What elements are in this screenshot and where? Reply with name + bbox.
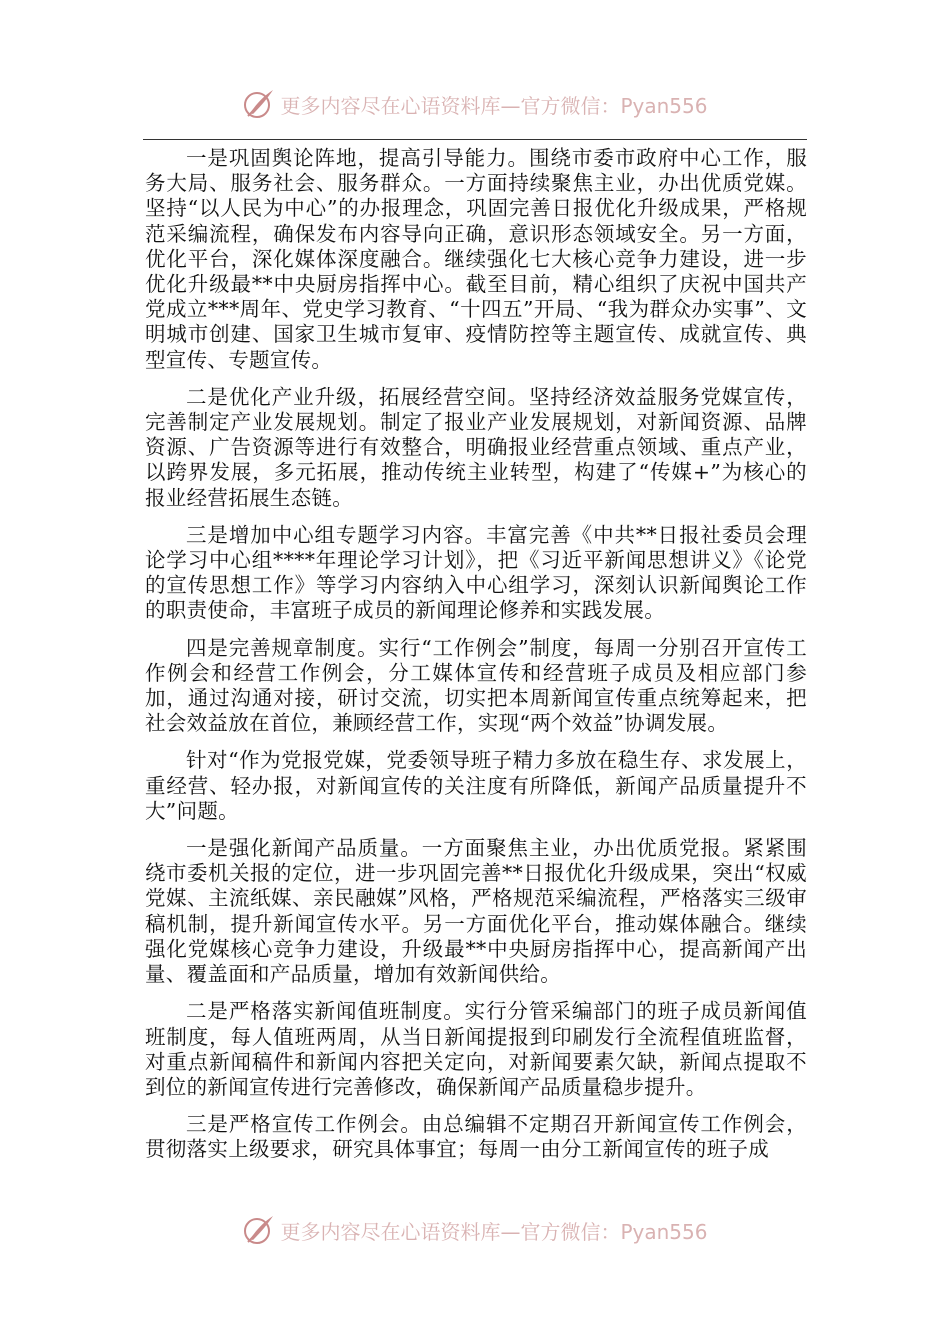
quill-logo-icon — [242, 1213, 276, 1247]
header-watermark — [0, 84, 950, 124]
paragraph: 一是巩固舆论阵地，提高引导能力。围绕市委市政府中心工作，服务大局、服务社会、服务群众。一方面持续聚焦主业，办出优质党媒。坚持“以人民为中心”的办报理念，巩固完善日报优化升级成果，严格规范采编流程，确保发布内容导向正确，意识形态领域安全。另一方面，优化平台，深化媒体深度融合。继续强化七大核心竞争力建设，进一步优化升级最**中央厨房指挥中心。截至目前，精心组织了庆祝中国共产党成立***周年、党史学习教育、“十四五”开局、“我为群众办实事”、文明城市创建、国家卫生城市复审、疫情防控等主题宣传、成就宣传、典型宣传、专题宣传。 — [145, 146, 807, 372]
paragraph: 四是完善规章制度。实行“工作例会”制度，每周一分别召开宣传工作例会和经营工作例会，分工媒体宣传和经营班子成员及相应部门参加，通过沟通对接，研讨交流，切实把本周新闻宣传重点统筹起来，把社会效益放在首位，兼顾经营工作，实现“两个效益”协调发展。 — [145, 635, 807, 736]
document-body — [145, 146, 807, 1175]
paragraph: 三是增加中心组专题学习内容。丰富完善《中共**日报社委员会理论学习中心组****年理论学习计划》，把《习近平新闻思想讲义》《论党的宣传思想工作》等学习内容纳入中心组学习，深刻认识新闻舆论工作的职责使命，丰富班子成员的新闻理论修养和实践发展。 — [145, 522, 807, 623]
quill-logo-icon — [242, 87, 276, 121]
paragraph: 一是强化新闻产品质量。一方面聚焦主业，办出优质党报。紧紧围绕市委机关报的定位，进一步巩固完善**日报优化升级成果，突出“权威党媒、主流纸媒、亲民融媒”风格，严格规范采编流程，严格落实三级审稿机制，提升新闻宣传水平。另一方面优化平台，推动媒体融合。继续强化党媒核心竞争力建设，升级最**中央厨房指挥中心，提高新闻产出量、覆盖面和产品质量，增加有效新闻供给。 — [145, 836, 807, 987]
paragraph: 三是严格宣传工作例会。由总编辑不定期召开新闻宣传工作例会，贯彻落实上级要求，研究具体事宜；每周一由分工新闻宣传的班子成 — [145, 1112, 807, 1162]
footer-watermark — [0, 1210, 950, 1250]
watermark-text: 更多内容尽在心语资料库—官方微信：Pyan556 — [280, 93, 708, 118]
paragraph: 针对“作为党报党媒，党委领导班子精力多放在稳生存、求发展上，重经营、轻办报，对新闻宣传的关注度有所降低，新闻产品质量提升不大”问题。 — [145, 748, 807, 823]
watermark-text: 更多内容尽在心语资料库—官方微信：Pyan556 — [280, 1219, 708, 1244]
paragraph: 二是严格落实新闻值班制度。实行分管采编部门的班子成员新闻值班制度，每人值班两周，从当日新闻提报到印刷发行全流程值班监督，对重点新闻稿件和新闻内容把关定向，对新闻要素欠缺，新闻点提取不到位的新闻宣传进行完善修改，确保新闻产品质量稳步提升。 — [145, 999, 807, 1099]
header-divider — [143, 139, 807, 140]
paragraph: 二是优化产业升级，拓展经营空间。坚持经济效益服务党媒宣传，完善制定产业发展规划。制定了报业产业发展规划，对新闻资源、品牌资源、广告资源等进行有效整合，明确报业经营重点领域、重点产业，以跨界发展，多元拓展，推动传统主业转型，构建了“传媒+”为核心的报业经营拓展生态链。 — [145, 384, 807, 510]
